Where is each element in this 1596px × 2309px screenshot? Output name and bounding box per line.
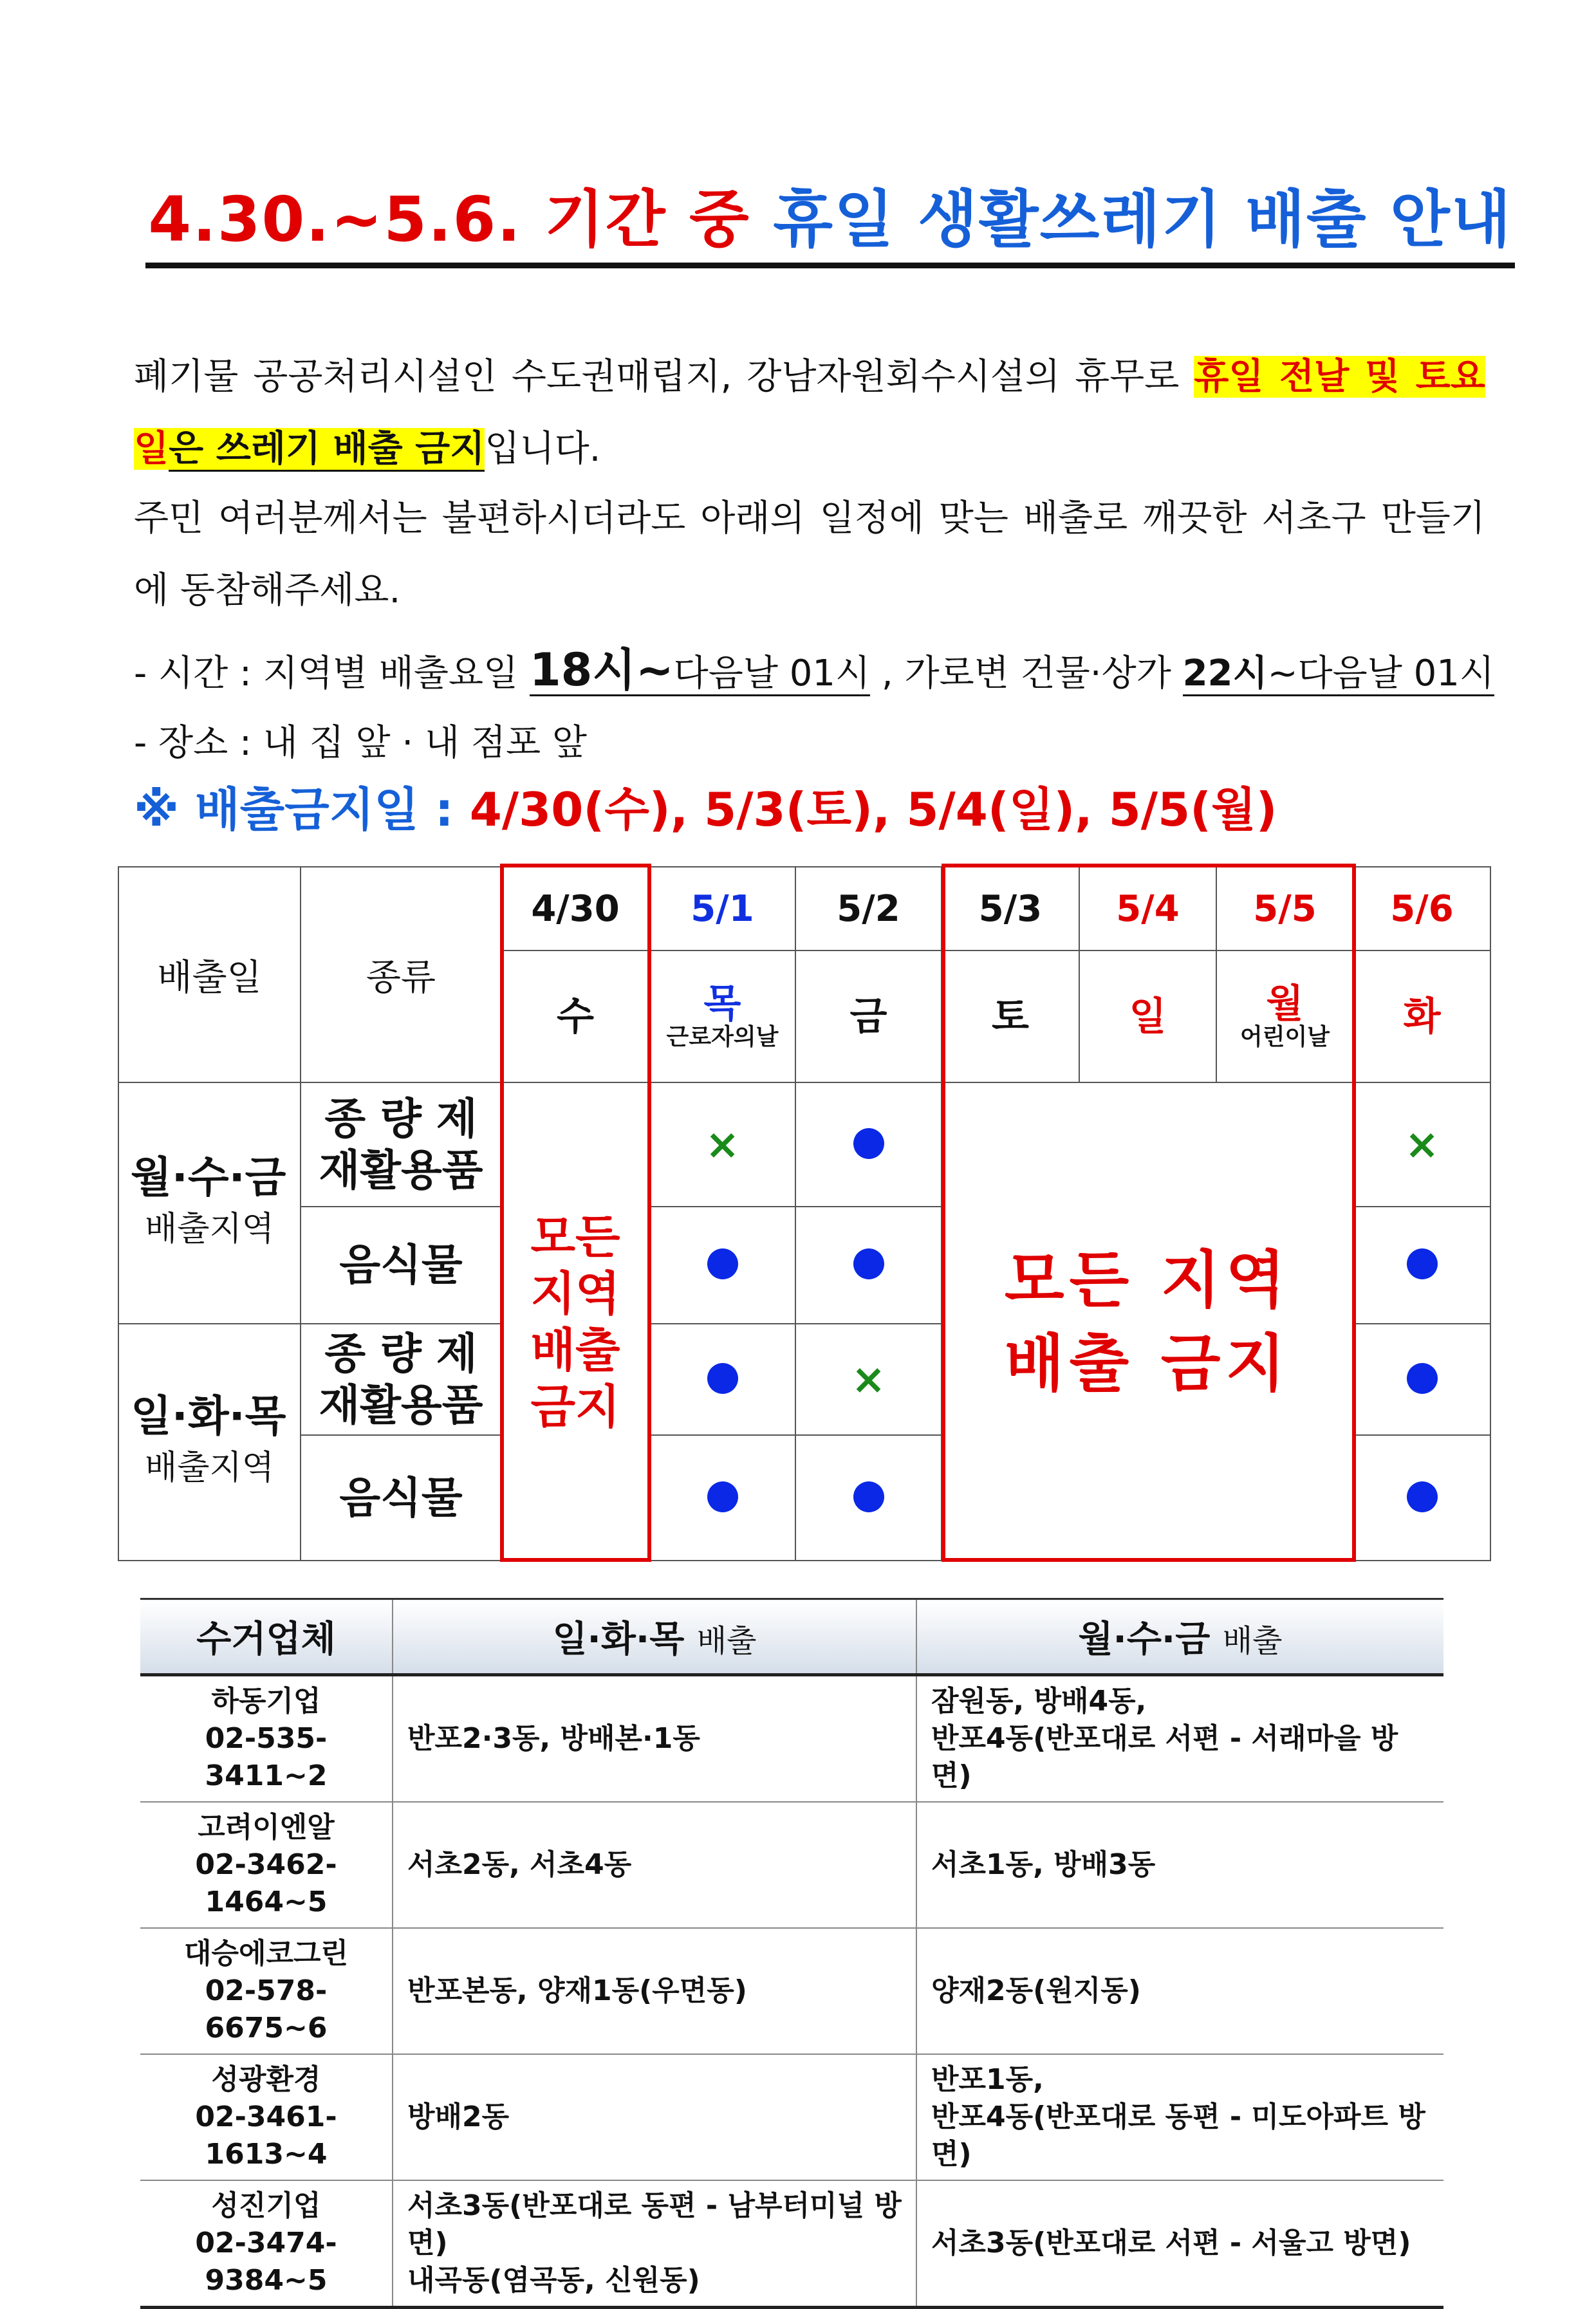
weekday-tue: 화: [1353, 950, 1490, 1082]
ban-box-430: [500, 864, 651, 1562]
dot-icon: [707, 1481, 738, 1512]
cell-52-r1-recycle: [795, 1082, 942, 1207]
ban-label: ※ 배출금지일 :: [134, 783, 470, 837]
date-430: 4/30: [501, 867, 649, 950]
intro-highlight-red: 휴일 전날 및 토요일: [134, 356, 1485, 470]
mwf-area: 서초3동(반포대로 서편 - 서울고 방면): [916, 2180, 1443, 2308]
cell-51-r2-recycle: [649, 1324, 795, 1435]
title-dates: 4.30.~5.6. 기간 중: [148, 183, 774, 255]
weekday-thu: 목 근로자의날: [649, 950, 795, 1082]
time-line: [134, 634, 1494, 699]
collector-name: 성광환경 02-3461-1613~4: [140, 2054, 393, 2180]
intro-text: 폐기물 공공처리시설인 수도권매립지, 강남자원회수시설의 휴무로: [134, 356, 1194, 398]
mwf-area: 서초1동, 방배3동: [916, 1802, 1443, 1928]
stt-area: 서초3동(반포대로 동편 - 남부터미널 방면) 내곡동(염곡동, 신원동): [393, 2180, 916, 2308]
region-stt: 일·화·목 배출지역: [118, 1324, 301, 1561]
col-stt: 일·화·목 배출: [393, 1599, 916, 1675]
x-mark: ×: [851, 1355, 886, 1404]
weekday-sat: 토: [942, 950, 1079, 1082]
time-tilde: ~: [636, 644, 674, 696]
table-row: [140, 2180, 1443, 2308]
table-row: [140, 1675, 1443, 1803]
ban-box-53-55: [942, 864, 1356, 1562]
intro-highlight: 은 쓰레기 배출 금지: [169, 428, 485, 472]
time-end: 다음날 01시: [673, 653, 871, 694]
time-start: 18시: [529, 644, 636, 696]
time-start2: 22시: [1182, 653, 1268, 694]
ban-days-line: [134, 772, 1277, 839]
cell-52-r2-food: [795, 1435, 942, 1561]
weekday-fri: 금: [795, 950, 942, 1082]
kind-recycle: 종 량 제 재활용품: [301, 1324, 501, 1435]
kind-food: 음식물: [301, 1435, 501, 1561]
date-54: 5/4: [1079, 867, 1216, 950]
dot-icon: [853, 1481, 884, 1512]
banned-430: 모든 지역 배출 금지: [501, 1082, 649, 1561]
collector-name: 고려이엔알 02-3462-1464~5: [140, 1802, 393, 1928]
stt-area: 반포2·3동, 방배본·1동: [393, 1675, 916, 1803]
ban-days: 4/30(수), 5/3(토), 5/4(일), 5/5(월): [469, 783, 1277, 837]
dot-icon: [853, 1248, 884, 1279]
intro-text-end: 입니다.: [485, 428, 601, 470]
banned-53-55: 모든 지역 배출 금지: [942, 1082, 1353, 1561]
stt-area: 방배2동: [393, 2054, 916, 2180]
cell-51-r1-recycle: [649, 1082, 795, 1207]
holiday-label: 근로자의날: [666, 1023, 779, 1050]
col-collector: 수거업체: [140, 1599, 393, 1675]
dot-icon: [1407, 1363, 1438, 1394]
dot-icon: [707, 1363, 738, 1394]
stt-area: 반포본동, 양재1동(우면동): [393, 1928, 916, 2054]
table-row: [140, 2054, 1443, 2180]
date-52: 5/2: [795, 867, 942, 950]
cell-52-r1-food: [795, 1207, 942, 1324]
place-line: - 장소 : 내 집 앞 · 내 점포 앞: [134, 722, 587, 764]
title-main: 휴일 생활쓰레기 배출 안내: [773, 183, 1512, 255]
time-prefix: - 시간 : 지역별 배출요일: [134, 653, 530, 694]
intro-paragraph: [134, 341, 1485, 485]
x-mark: ×: [1404, 1120, 1440, 1169]
mwf-area: 양재2동(원지동): [916, 1928, 1443, 2054]
region-sub: 배출지역: [145, 1209, 274, 1248]
intro-paragraph-2: 주민 여러분께서는 불편하시더라도 아래의 일정에 맞는 배출로 깨끗한 서초구 만들기에 동참해주세요.: [134, 497, 1485, 611]
kind-food: 음식물: [301, 1207, 501, 1324]
collector-name: 하동기업 02-535-3411~2: [140, 1675, 393, 1803]
date-55: 5/5: [1216, 867, 1353, 950]
col-mwf: 월·수·금 배출: [916, 1599, 1443, 1675]
kind-recycle: 종 량 제 재활용품: [301, 1082, 501, 1207]
table-row: [140, 1928, 1443, 2054]
time-sep: , 가로변 건물·상가: [870, 653, 1183, 694]
cell-56-r2-recycle: [1353, 1324, 1490, 1435]
stt-area: 서초2동, 서초4동: [393, 1802, 916, 1928]
col-header-day: 배출일: [118, 867, 301, 1082]
region-sub: 배출지역: [145, 1449, 274, 1487]
collector-name: 성진기업 02-3474-9384~5: [140, 2180, 393, 2308]
cell-56-r1-food: [1353, 1207, 1490, 1324]
holiday-label: 어린이날: [1239, 1023, 1330, 1050]
weekday-mon: 월 어린이날: [1216, 950, 1353, 1082]
dot-icon: [853, 1128, 884, 1159]
cell-52-r2-recycle: [795, 1324, 942, 1435]
dot-icon: [1407, 1481, 1438, 1512]
region-mwf: 월·수·금 배출지역: [118, 1082, 301, 1324]
time-end2: ~다음날 01시: [1267, 653, 1494, 694]
weekday-sun: 일: [1079, 950, 1216, 1082]
dot-icon: [707, 1248, 738, 1279]
mwf-area: 반포1동, 반포4동(반포대로 동편 - 미도아파트 방면): [916, 2054, 1443, 2180]
date-51: 5/1: [649, 867, 795, 950]
col-header-kind: 종류: [301, 867, 501, 1082]
table-row: [140, 1802, 1443, 1928]
cell-56-r2-food: [1353, 1435, 1490, 1561]
date-53: 5/3: [942, 867, 1079, 950]
date-56: 5/6: [1353, 867, 1490, 950]
page-title: [0, 171, 1596, 268]
cell-51-r2-food: [649, 1435, 795, 1561]
cell-51-r1-food: [649, 1207, 795, 1324]
weekday-wed: 수: [501, 950, 649, 1082]
dot-icon: [1407, 1248, 1438, 1279]
mwf-area: 잠원동, 방배4동, 반포4동(반포대로 서편 - 서래마을 방면): [916, 1675, 1443, 1803]
collectors-table: [140, 1598, 1443, 2309]
collector-name: 대승에코그린 02-578-6675~6: [140, 1928, 393, 2054]
cell-56-r1-recycle: [1353, 1082, 1490, 1207]
x-mark: ×: [705, 1120, 740, 1169]
